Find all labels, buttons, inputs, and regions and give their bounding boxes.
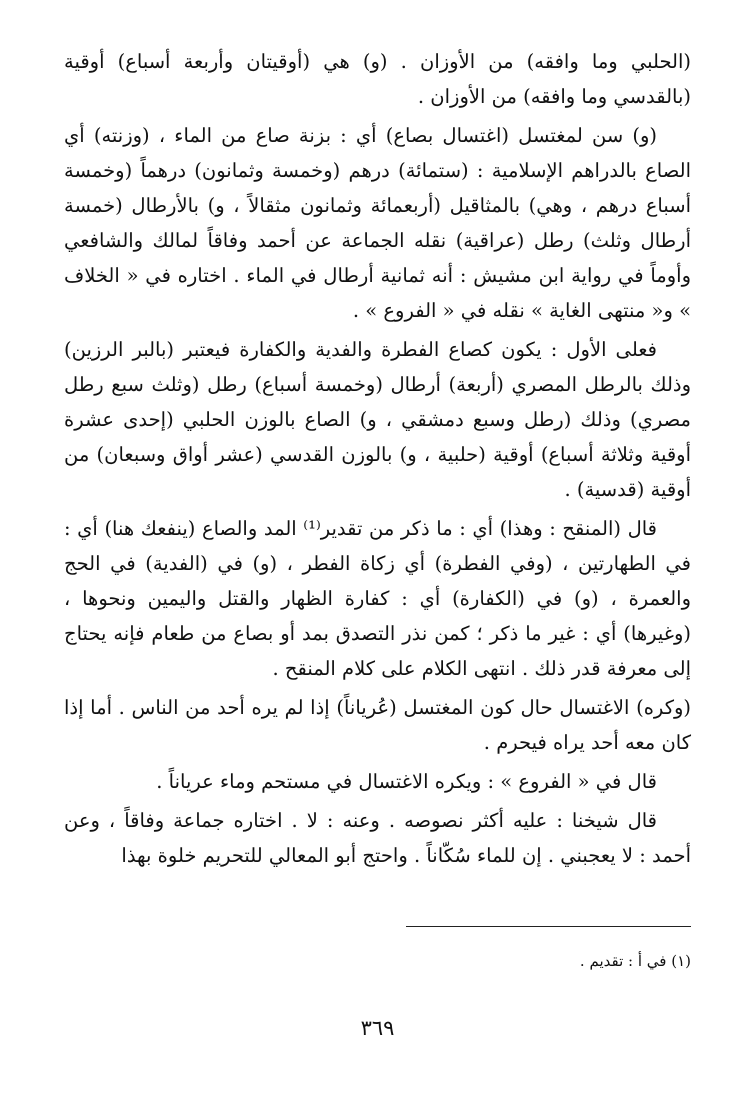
paragraph-3: فعلى الأول : يكون كصاع الفطرة والفدية والكفارة فيعتبر (بالبر الرزين) وذلك بالرطل المصري (أربعة) أرطال (وخمسة أسباع) رطل (وثلث سبع رطل مصري) وذلك (رطل وسبع دمشقي ، و) الصاع بالوزن الحلبي (إحدى عشرة أوقية وثلاثة أسباع) أوقية (حلبية ، و) بالوزن القدسي (عشر أواق وسبعان) من أوقية (قدسية) .	[64, 338, 691, 501]
paragraph-1: (الحلبي وما وافقه) من الأوزان . (و) هي (أوقيتان وأربعة أسباع) أوقية (بالقدسي وما وافقه) من الأوزان .	[64, 50, 691, 108]
paragraph-4: قال (المنقح : وهذا) أي : ما ذكر من تقدير⁽¹⁾ المد والصاع (ينفعك هنا) أي : في الطهارتين ، (وفي الفطرة) أي زكاة الفطر ، (و) في (الفدية) في الحج والعمرة ، (و) في (الكفارة) أي : كفارة الظهار والقتل واليمين ونحوها ، (وغيرها) أي : غير ما ذكر ؛ كمن نذر التصدق بمد أو بصاع من طعام فإنه يحتاج إلى معرفة قدر ذلك . انتهى الكلام على كلام المنقح .	[64, 517, 691, 680]
page-number: ٣٦٩	[360, 1016, 395, 1040]
paragraph-2: (و) سن لمغتسل (اغتسال بصاع) أي : بزنة صاع من الماء ، (وزنته) أي الصاع بالدراهم الإسلامية : (ستمائة) درهم (وخمسة وثمانون) درهماً (وخمسة أسباع درهم ، وهي) بالمثاقيل (أربعمائة وثمانون مثقالاً ، و) بالأرطال (خمسة أرطال وثلث) رطل (عراقية) نقله الجماعة عن أحمد وفاقاً لمالك والشافعي وأوماً في رواية ابن مشيش : أنه ثمانية أرطال في الماء . اختاره في « الخلاف » و« منتهى الغاية » نقله في « الفروع » .	[64, 124, 691, 322]
paragraph-5: (وكره) الاغتسال حال كون المغتسل (عُرياناً) إذا لم يره أحد من الناس . أما إذا كان معه أحد يراه فيحرم .	[64, 696, 691, 754]
footnote-separator	[406, 926, 691, 927]
footnote: (١) في أ : تقديم .	[579, 952, 691, 970]
paragraph-6: قال في « الفروع » : ويكره الاغتسال في مستحم وماء عرياناً .	[156, 770, 657, 793]
paragraph-7: قال شيخنا : عليه أكثر نصوصه . وعنه : لا . اختاره جماعة وفاقاً ، وعن أحمد : لا يعجبني . إن للماء سُكّاناً . واحتج أبو المعالي للتحريم خلوة بهذا	[64, 809, 691, 867]
